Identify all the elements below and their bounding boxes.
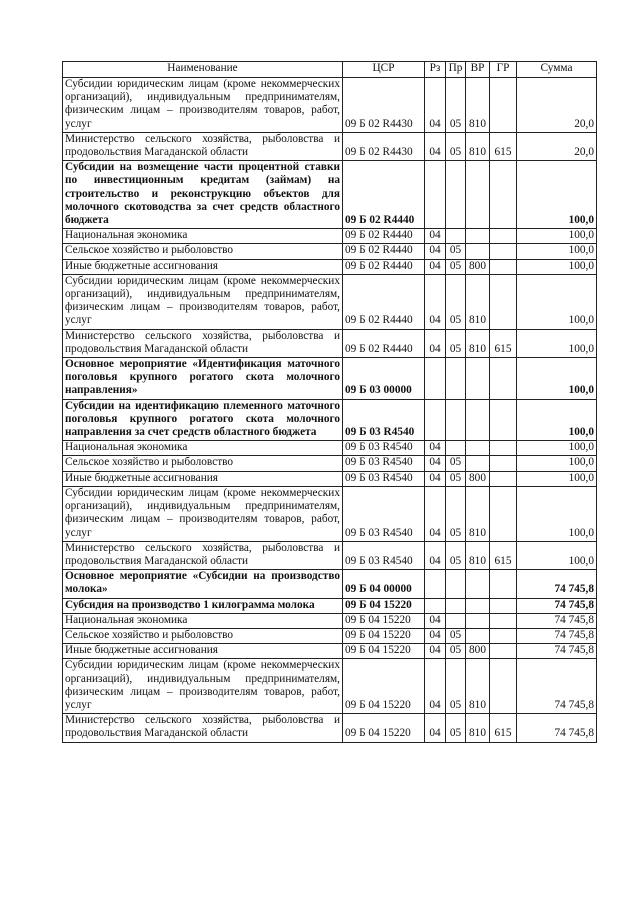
cell-rz [425,570,446,598]
cell-rz [425,399,446,441]
header-sum: Сумма [517,62,597,78]
cell-gr [490,598,517,613]
cell-vr: 810 [466,329,490,357]
cell-name: Субсидии юридическим лицам (кроме некоммерческих организаций), индивидуальным предпринимателям, физическим лицам – производителям товаров, работ, услуг [63,274,343,329]
cell-rz [425,161,446,229]
header-vr: ВР [466,62,490,78]
cell-name: Основное мероприятие «Идентификация маточного поголовья крупного рогатого скота молочного направления» [63,358,343,400]
cell-vr [466,229,490,244]
cell-sum: 100,0 [517,358,597,400]
cell-csr: 09 Б 04 15220 [343,628,425,643]
cell-name: Национальная экономика [63,229,343,244]
header-rz: Рз [425,62,446,78]
cell-rz [425,358,446,400]
table-row [63,229,597,244]
cell-csr: 09 Б 02 R4440 [343,259,425,274]
cell-gr [490,441,517,456]
cell-vr: 810 [466,78,490,133]
cell-csr: 09 Б 02 R4440 [343,244,425,259]
cell-sum: 20,0 [517,132,597,160]
table-row [63,358,597,400]
cell-vr [466,570,490,598]
cell-sum: 100,0 [517,259,597,274]
cell-csr: 09 Б 04 15220 [343,659,425,714]
header-name: Наименование [63,62,343,78]
cell-vr [466,613,490,628]
cell-pr: 05 [446,259,466,274]
cell-csr: 09 Б 03 R4540 [343,541,425,569]
cell-sum: 100,0 [517,274,597,329]
cell-pr [446,613,466,628]
cell-csr: 09 Б 04 00000 [343,570,425,598]
cell-pr: 05 [446,329,466,357]
cell-sum: 100,0 [517,399,597,441]
cell-pr: 05 [446,471,466,486]
cell-rz: 04 [425,132,446,160]
cell-rz: 04 [425,78,446,133]
table-row [63,598,597,613]
cell-vr: 810 [466,132,490,160]
cell-vr: 810 [466,486,490,541]
cell-gr [490,259,517,274]
cell-csr: 09 Б 03 R4540 [343,456,425,471]
cell-name: Субсидии юридическим лицам (кроме некоммерческих организаций), индивидуальным предпринимателям, физическим лицам – производителям товаров, работ, услуг [63,78,343,133]
cell-vr [466,244,490,259]
cell-rz: 04 [425,659,446,714]
cell-name: Министерство сельского хозяйства, рыболовства и продовольствия Магаданской области [63,329,343,357]
table-row [63,399,597,441]
cell-csr: 09 Б 02 R4430 [343,132,425,160]
cell-csr: 09 Б 03 R4540 [343,399,425,441]
cell-pr [446,358,466,400]
cell-rz: 04 [425,628,446,643]
cell-vr: 800 [466,471,490,486]
cell-gr [490,628,517,643]
cell-gr [490,78,517,133]
table-row [63,471,597,486]
cell-name: Субсидии юридическим лицам (кроме некоммерческих организаций), индивидуальным предпринимателям, физическим лицам – производителям товаров, работ, услуг [63,659,343,714]
cell-vr: 800 [466,644,490,659]
cell-gr [490,644,517,659]
cell-sum: 20,0 [517,78,597,133]
cell-rz: 04 [425,244,446,259]
cell-csr: 09 Б 03 R4540 [343,441,425,456]
cell-csr: 09 Б 02 R4440 [343,161,425,229]
cell-gr [490,358,517,400]
cell-rz: 04 [425,644,446,659]
cell-pr: 05 [446,78,466,133]
table-row [63,659,597,714]
cell-vr: 810 [466,541,490,569]
cell-vr: 810 [466,714,490,742]
cell-vr [466,161,490,229]
table-row [63,161,597,229]
cell-rz: 04 [425,714,446,742]
cell-name: Субсидии на идентификацию племенного маточного поголовья крупного рогатого скота молочного направления за счет средств областного бюджета [63,399,343,441]
cell-name: Сельское хозяйство и рыболовство [63,628,343,643]
table-row [63,714,597,742]
cell-gr [490,399,517,441]
cell-rz: 04 [425,456,446,471]
cell-sum: 100,0 [517,541,597,569]
cell-csr: 09 Б 02 R4440 [343,329,425,357]
cell-vr: 810 [466,274,490,329]
cell-rz: 04 [425,329,446,357]
cell-sum: 100,0 [517,244,597,259]
cell-rz: 04 [425,486,446,541]
table-row [63,456,597,471]
cell-pr: 05 [446,659,466,714]
cell-rz: 04 [425,471,446,486]
cell-rz: 04 [425,259,446,274]
cell-sum: 74 745,8 [517,659,597,714]
cell-gr: 615 [490,541,517,569]
cell-gr [490,274,517,329]
cell-rz: 04 [425,541,446,569]
cell-sum: 100,0 [517,441,597,456]
cell-pr: 05 [446,456,466,471]
cell-vr [466,441,490,456]
cell-name: Иные бюджетные ассигнования [63,471,343,486]
cell-pr: 05 [446,486,466,541]
cell-gr [490,471,517,486]
cell-gr [490,659,517,714]
cell-pr: 05 [446,541,466,569]
cell-rz: 04 [425,441,446,456]
cell-name: Основное мероприятие «Субсидии на производство молока» [63,570,343,598]
table-row [63,329,597,357]
cell-name: Сельское хозяйство и рыболовство [63,244,343,259]
cell-csr: 09 Б 03 R4540 [343,486,425,541]
cell-csr: 09 Б 04 15220 [343,598,425,613]
table-row [63,613,597,628]
cell-gr [490,229,517,244]
cell-pr [446,441,466,456]
cell-sum: 74 745,8 [517,644,597,659]
cell-gr [490,570,517,598]
cell-pr: 05 [446,644,466,659]
cell-name: Сельское хозяйство и рыболовство [63,456,343,471]
cell-pr: 05 [446,628,466,643]
cell-sum: 100,0 [517,486,597,541]
cell-sum: 100,0 [517,161,597,229]
cell-rz: 04 [425,613,446,628]
cell-name: Национальная экономика [63,441,343,456]
cell-name: Субсидии на возмещение части процентной ставки по инвестиционным кредитам (займам) на строительство и реконструкцию объектов для молочного скотоводства за счет средств областного бюджета [63,161,343,229]
cell-sum: 100,0 [517,471,597,486]
cell-vr [466,399,490,441]
cell-csr: 09 Б 02 R4440 [343,274,425,329]
cell-vr [466,598,490,613]
cell-sum: 74 745,8 [517,598,597,613]
cell-gr [490,161,517,229]
cell-gr: 615 [490,714,517,742]
cell-pr [446,570,466,598]
cell-vr [466,456,490,471]
header-pr: Пр [446,62,466,78]
budget-table [62,61,597,743]
cell-pr: 05 [446,274,466,329]
cell-csr: 09 Б 02 R4440 [343,229,425,244]
table-header-row [63,62,597,78]
cell-rz: 04 [425,274,446,329]
cell-sum: 74 745,8 [517,628,597,643]
cell-pr [446,598,466,613]
cell-sum: 100,0 [517,229,597,244]
cell-gr [490,486,517,541]
cell-sum: 100,0 [517,329,597,357]
cell-sum: 74 745,8 [517,613,597,628]
cell-pr: 05 [446,132,466,160]
cell-gr [490,244,517,259]
cell-rz [425,598,446,613]
table-row [63,274,597,329]
cell-name: Национальная экономика [63,613,343,628]
cell-vr: 800 [466,259,490,274]
cell-name: Министерство сельского хозяйства, рыболовства и продовольствия Магаданской области [63,714,343,742]
cell-rz: 04 [425,229,446,244]
cell-csr: 09 Б 03 00000 [343,358,425,400]
table-row [63,132,597,160]
cell-sum: 100,0 [517,456,597,471]
cell-pr [446,399,466,441]
cell-name: Иные бюджетные ассигнования [63,644,343,659]
cell-vr [466,358,490,400]
header-gr: ГР [490,62,517,78]
cell-csr: 09 Б 04 15220 [343,714,425,742]
table-row [63,628,597,643]
cell-gr: 615 [490,329,517,357]
cell-pr [446,229,466,244]
header-csr: ЦСР [343,62,425,78]
cell-name: Иные бюджетные ассигнования [63,259,343,274]
cell-sum: 74 745,8 [517,570,597,598]
table-row [63,541,597,569]
table-row [63,78,597,133]
cell-csr: 09 Б 04 15220 [343,613,425,628]
cell-name: Субсидии юридическим лицам (кроме некоммерческих организаций), индивидуальным предпринимателям, физическим лицам – производителям товаров, работ, услуг [63,486,343,541]
cell-pr [446,161,466,229]
table-row [63,441,597,456]
cell-gr [490,456,517,471]
table-row [63,486,597,541]
cell-pr: 05 [446,244,466,259]
cell-csr: 09 Б 04 15220 [343,644,425,659]
cell-vr: 810 [466,659,490,714]
cell-pr: 05 [446,714,466,742]
table-row [63,644,597,659]
cell-name: Министерство сельского хозяйства, рыболовства и продовольствия Магаданской области [63,541,343,569]
cell-name: Субсидия на производство 1 килограмма молока [63,598,343,613]
cell-vr [466,628,490,643]
cell-gr [490,613,517,628]
table-row [63,244,597,259]
cell-gr: 615 [490,132,517,160]
cell-name: Министерство сельского хозяйства, рыболовства и продовольствия Магаданской области [63,132,343,160]
cell-csr: 09 Б 03 R4540 [343,471,425,486]
cell-csr: 09 Б 02 R4430 [343,78,425,133]
cell-sum: 74 745,8 [517,714,597,742]
table-row [63,259,597,274]
table-row [63,570,597,598]
